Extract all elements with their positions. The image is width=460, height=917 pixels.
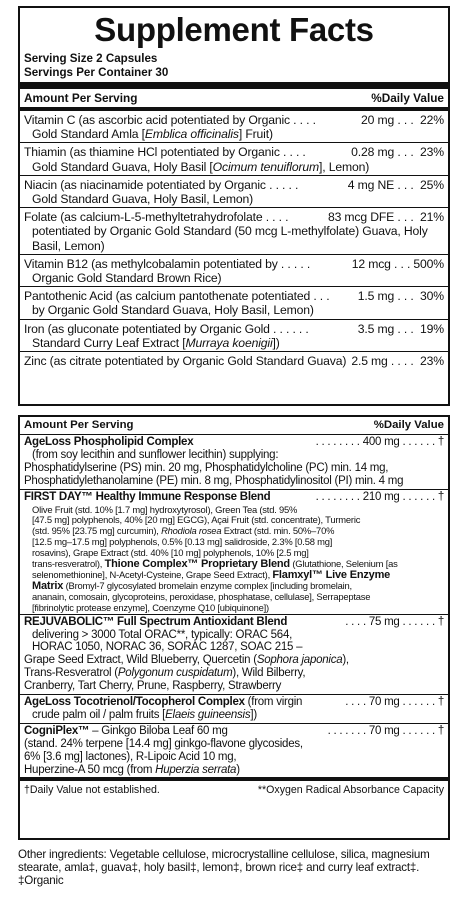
- amount: . . . . . . . 70 mg . . . . . . †: [327, 724, 444, 737]
- organic-note: ‡Organic: [18, 874, 64, 888]
- detail-line: Cranberry, Tart Cherry, Prune, Raspberry, Strawberry: [24, 680, 282, 693]
- text: (from virgin: [244, 696, 303, 709]
- detail-line: rosavins), Grape Extract (std. 40% [10 mg] polyphenols, 10% [2.5 mg]: [32, 547, 309, 559]
- nutrient-amount: 1.5 mg . . . 30%: [357, 289, 444, 304]
- footnote-daily-value: †Daily Value not established.: [24, 784, 160, 797]
- header-daily-value: %Daily Value: [371, 91, 444, 105]
- detail-line: [24, 764, 444, 777]
- text: potentiated by Organic Gold Standard (50 mcg L-methylfolate) Guava, Holy Basil, Lemon): [32, 224, 428, 253]
- detail-line: 6% [3.6 mg] lactones), R-Lipoic Acid 10 mg,: [24, 750, 237, 763]
- blend-name: REJUVABOLIC™ Full Spectrum Antioxidant Blend: [24, 615, 288, 628]
- text: ]): [250, 708, 257, 721]
- nutrient-row: [24, 352, 444, 369]
- latin-name: Elaeis guineensis: [165, 708, 251, 721]
- nutrient-source: [24, 127, 444, 141]
- latin-name: Polygonum cuspidatum: [117, 667, 233, 680]
- nutrient-amount: 83 mcg DFE . . . 21%: [327, 210, 444, 225]
- nutrient-source: [24, 224, 444, 252]
- blend-name: AgeLoss Tocotrienol/Tocopherol Complex: [24, 696, 245, 709]
- nutrient-row: [24, 176, 444, 207]
- first-day-block: [24, 490, 444, 505]
- blend-name: CogniPlex™: [24, 724, 90, 737]
- nutrient-source: [24, 192, 444, 206]
- nutrient-row: [24, 111, 444, 142]
- nutrient-name: Thiamin (as thiamine HCl potentiated by Organic . . . .: [24, 145, 306, 160]
- text: ]): [272, 335, 280, 350]
- nutrient-name: Folate (as calcium-L-5-methyltetrahydrofolate . . . .: [24, 210, 289, 225]
- text: crude palm oil / palm fruits [: [32, 708, 166, 721]
- text: ): [236, 763, 240, 776]
- nutrient-amount: 3.5 mg . . . 19%: [357, 321, 444, 336]
- text: (std. 95% [23.75 mg] curcumin),: [32, 525, 162, 537]
- divider: [20, 82, 448, 89]
- header-amount: Amount Per Serving: [24, 419, 134, 431]
- detail-line: delivering > 3000 Total ORAC**, typically: ORAC 564,: [32, 628, 293, 641]
- nutrient-amount: 20 mg . . . 22%: [361, 113, 444, 127]
- header-daily-value: %Daily Value: [373, 419, 444, 431]
- nutrient-source: [24, 336, 444, 350]
- nutrient-list: [24, 111, 444, 369]
- detail-line: (stand. 24% terpene [14.4 mg] ginkgo-flavone glycosides,: [24, 737, 303, 750]
- text: Trans-Resveratrol (: [24, 667, 118, 680]
- latin-name: Emblica officinalis: [144, 127, 239, 142]
- sub-blend-name: Matrix: [32, 579, 64, 592]
- cogniplex-block: [24, 724, 444, 778]
- detail-line: ananain, comosain, glycoproteins, peroxidase, phosphatase, cellulase], Serrapeptase: [32, 590, 371, 602]
- footnote-orac: **Oxygen Radical Absorbance Capacity: [257, 784, 444, 797]
- footnotes: [24, 781, 444, 798]
- other-ingredients-text: Other ingredients: Vegetable cellulose, microcrystalline cellulose, silica, magnesium stearate, amla‡, guava‡, holy basil‡, lemon‡, brown rice‡ and curry leaf extract‡.: [18, 848, 430, 875]
- nutrient-row: [24, 208, 444, 254]
- detail-line: (from soy lecithin and sunflower lecithin) supplying:: [32, 448, 279, 461]
- detail-line: [fibrinolytic protease enzyme], Coenzyme Q10 [ubiquinone]): [32, 601, 269, 613]
- nutrient-source: [24, 303, 444, 317]
- detail-line: HORAC 1050, NORAC 36, SORAC 1287, SOAC 215 –: [32, 641, 303, 654]
- text: ),: [342, 654, 349, 667]
- sub-blend-name: Flamxyl™ Live Enzyme: [272, 568, 391, 581]
- amount: . . . . 75 mg . . . . . . †: [345, 615, 444, 628]
- supplement-facts-panel: [18, 6, 450, 406]
- tocotrienol-block: [24, 695, 444, 723]
- text: Standard Curry Leaf Extract [: [32, 335, 186, 350]
- latin-name: Murraya koenigii: [185, 335, 273, 350]
- servings-per-container: Servings Per Container 30: [24, 65, 169, 79]
- detail-line: [24, 654, 444, 667]
- proprietary-blend-panel: [18, 415, 450, 840]
- amount: . . . . 70 mg . . . . . . †: [345, 696, 444, 709]
- detail-line: Phosphatidylethanolamine (PE) min. 8 mg, Phosphatidylinositol (PI) min. 4 mg: [24, 474, 404, 487]
- amount: . . . . . . . . 400 mg . . . . . . †: [315, 436, 444, 448]
- panel-title: Supplement Facts: [94, 11, 374, 48]
- text: Extract (std. min. 50%–70%: [221, 525, 335, 537]
- detail-line: Olive Fruit (std. 10% [1.7 mg] hydroxytyrosol), Green Tea (std. 95%: [32, 503, 298, 515]
- nutrient-name: Zinc (as citrate potentiated by Organic Gold Standard Guava): [24, 354, 347, 369]
- nutrient-row: [24, 287, 444, 318]
- text: Organic Gold Standard Brown Rice): [32, 271, 222, 286]
- detail-line: [24, 667, 444, 680]
- sub-blend-name: Thione Complex™ Proprietary Blend: [104, 558, 290, 571]
- text: ], Lemon): [319, 159, 370, 174]
- nutrient-amount: 4 mg NE . . . 25%: [347, 177, 444, 192]
- latin-name: Sophora japonica: [256, 654, 343, 667]
- nutrient-row: [24, 255, 444, 286]
- nutrient-source: [24, 160, 444, 174]
- column-header: [24, 417, 444, 434]
- nutrient-name: Vitamin B12 (as methylcobalamin potentiated by . . . . .: [24, 256, 311, 271]
- nutrient-name: Vitamin C (as ascorbic acid potentiated by Organic . . . .: [24, 113, 316, 127]
- latin-name: Ocimum tenuiflorum: [212, 159, 320, 174]
- nutrient-amount: 12 mcg . . . 500%: [351, 256, 444, 271]
- detail-line: [12.5 mg–17.5 mg] polyphenols, 0.5% [0.13 mg] salidroside, 2.3% [0.58 mg]: [32, 536, 333, 548]
- text: Huperzine-A 50 mcg (from: [24, 763, 156, 776]
- text: Gold Standard Guava, Holy Basil, Lemon): [32, 192, 254, 207]
- header-amount: Amount Per Serving: [24, 91, 138, 105]
- text: ] Fruit): [238, 127, 273, 142]
- nutrient-name: Pantothenic Acid (as calcium pantothenate potentiated . . .: [24, 289, 330, 304]
- nutrient-amount: 2.5 mg . . . . 23%: [351, 354, 444, 369]
- text: – Ginkgo Biloba Leaf 60 mg: [89, 724, 228, 737]
- first-day-ingredients: [24, 505, 444, 614]
- nutrient-row: [24, 143, 444, 174]
- text: (Bromyl-7 glycosylated bromelain enzyme complex [including bromelain,: [63, 579, 352, 591]
- text: trans-resveratrol),: [32, 558, 105, 570]
- latin-name: Huperzia serrata: [155, 763, 237, 776]
- amount: . . . . . . . . 210 mg . . . . . . †: [315, 490, 444, 503]
- text: (Glutathione, Selenium [as: [289, 558, 398, 570]
- text: by Organic Gold Standard Guava, Holy Basil, Lemon): [32, 303, 314, 318]
- detail-line: Phosphatidylserine (PS) min. 20 mg, Phosphatidylcholine (PC) min. 14 mg,: [24, 461, 389, 474]
- serving-size: Serving Size 2 Capsules: [24, 52, 158, 65]
- text: Gold Standard Amla [: [32, 127, 145, 142]
- rejuvabolic-block: [24, 615, 444, 694]
- nutrient-name: Niacin (as niacinamide potentiated by Organic . . . . .: [24, 177, 299, 192]
- latin-name: Rhodiola rosea: [161, 525, 222, 537]
- text: Grape Seed Extract, Wild Blueberry, Quercetin (: [24, 654, 257, 667]
- text: ), Wild Bilberry,: [232, 667, 306, 680]
- column-header: [24, 89, 444, 107]
- nutrient-name: Iron (as gluconate potentiated by Organic Gold . . . . . .: [24, 321, 309, 336]
- blend-name: AgeLoss Phospholipid Complex: [24, 436, 194, 448]
- text: Gold Standard Guava, Holy Basil [: [32, 159, 213, 174]
- other-ingredients: [18, 848, 452, 888]
- text: selenomethionine], N-Acetyl-Cysteine, Grape Seed Extract),: [32, 568, 273, 580]
- detail-line: [47.5 mg] polyphenols, 40% [20 mg] EGCG), Açai Fruit (std. concentrate), Turmeric: [32, 514, 361, 526]
- nutrient-source: [24, 271, 444, 285]
- detail-line: [24, 709, 444, 722]
- nutrient-row: [24, 320, 444, 351]
- nutrient-amount: 0.28 mg . . . 23%: [351, 145, 444, 160]
- ageloss-phospholipid-block: [24, 435, 444, 489]
- blend-name: FIRST DAY™ Healthy Immune Response Blend: [24, 490, 271, 503]
